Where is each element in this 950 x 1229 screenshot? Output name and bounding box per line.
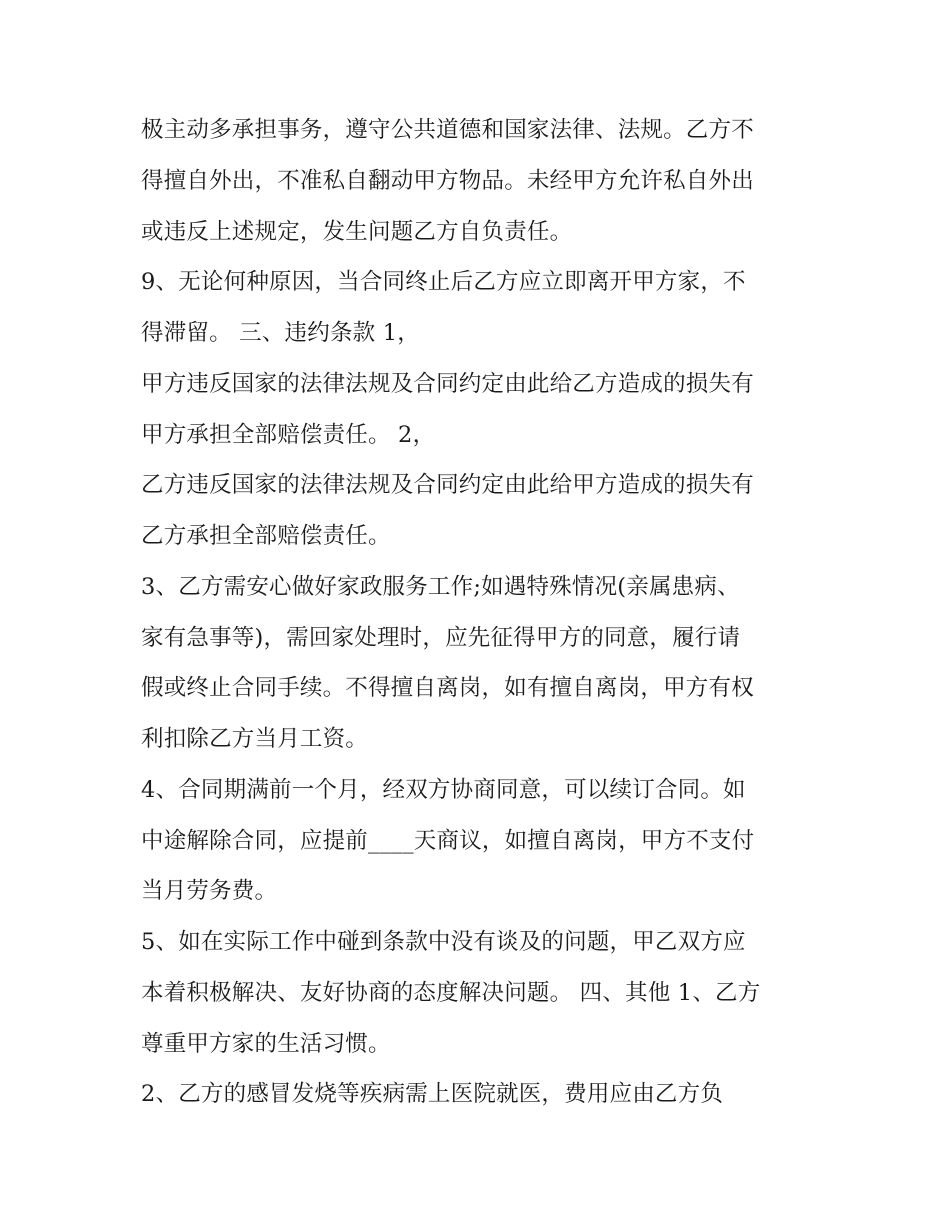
text-line: 极主动多承担事务，遵守公共道德和国家法律、法规。乙方不 <box>141 117 754 143</box>
text-line: 当月劳务费。 <box>141 878 278 904</box>
text-line: 5、如在实际工作中碰到条款中没有谈及的问题，甲乙双方应 <box>141 929 746 955</box>
text-line: 9、无论何种原因，当合同终止后乙方应立即离开甲方家，不 <box>141 269 746 295</box>
text-line: 2、乙方的感冒发烧等疾病需上医院就医，费用应由乙方负 <box>141 1081 724 1107</box>
text-line: 乙方违反国家的法律法规及合同约定由此给甲方造成的损失有 <box>141 472 754 498</box>
text-line: 中途解除合同，应提前____天商议，如擅自离岗，甲方不支付 <box>141 828 755 854</box>
text-line: 甲方违反国家的法律法规及合同约定由此给乙方造成的损失有 <box>141 371 754 397</box>
text-line: 4、合同期满前一个月，经双方协商同意，可以续订合同。如 <box>141 777 746 803</box>
text-line: 假或终止合同手续。不得擅自离岗，如有擅自离岗，甲方有权 <box>141 675 754 701</box>
text-line: 利扣除乙方当月工资。 <box>141 726 369 752</box>
text-line: 3、乙方需安心做好家政服务工作;如遇特殊情况(亲属患病、 <box>141 574 740 600</box>
text-line: 得擅自外出，不准私自翻动甲方物品。未经甲方允许私自外出 <box>141 168 754 194</box>
text-line: 本着积极解决、友好协商的态度解决问题。 四、其他 1、乙方 <box>141 980 761 1006</box>
text-line: 甲方承担全部赔偿责任。 2， <box>141 422 436 448</box>
text-line: 得滞留。 三、违约条款 1， <box>141 320 420 346</box>
text-line: 尊重甲方家的生活习惯。 <box>141 1031 391 1057</box>
text-line: 家有急事等)，需回家处理时，应先征得甲方的同意，履行请 <box>141 625 741 651</box>
text-line: 乙方承担全部赔偿责任。 <box>141 523 391 549</box>
text-line: 或违反上述规定，发生问题乙方自负责任。 <box>141 219 573 245</box>
